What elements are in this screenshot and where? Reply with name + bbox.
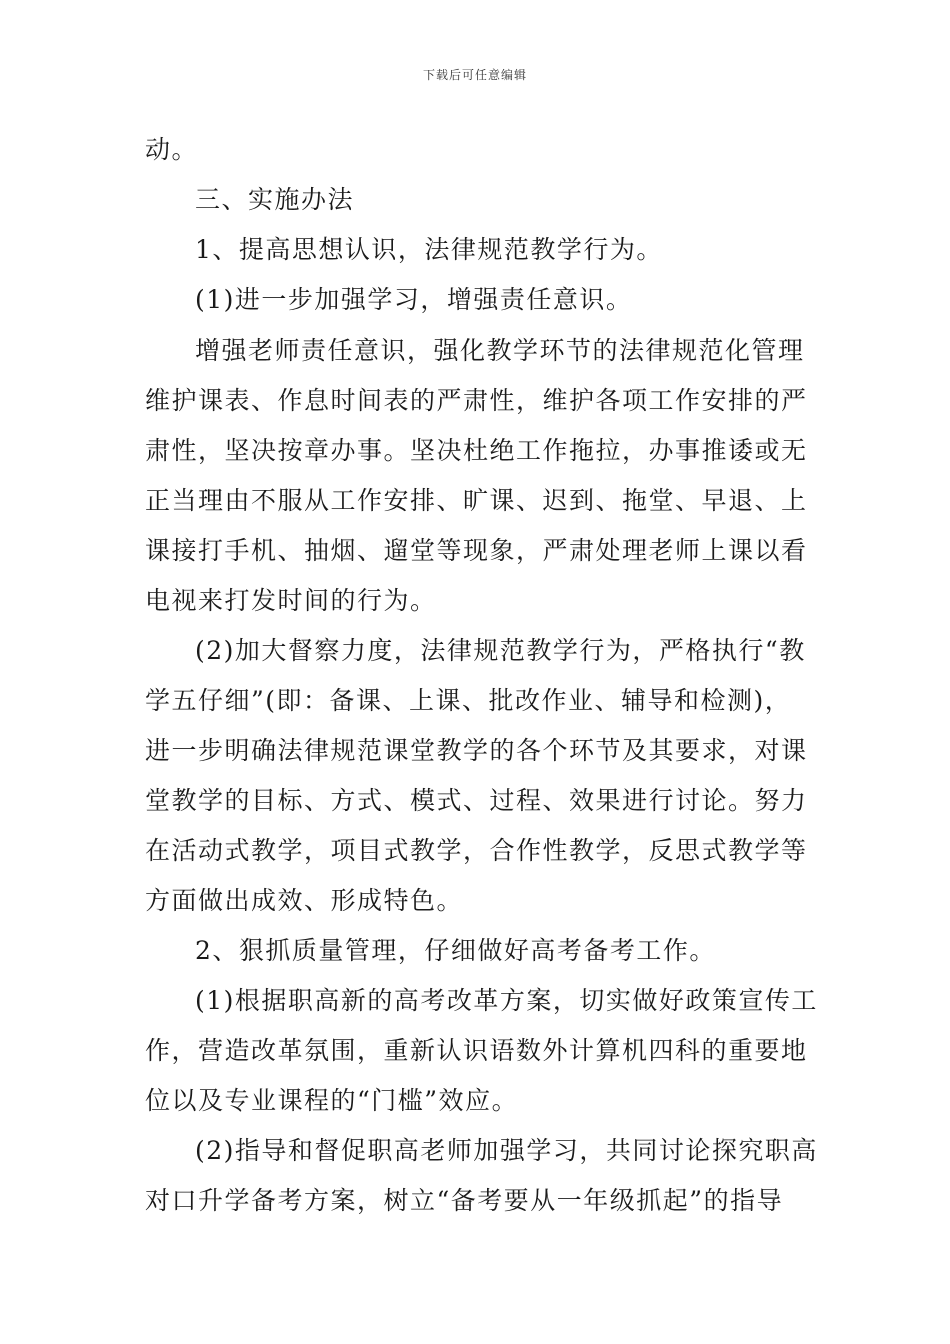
- text-line: 学五仔细”(即：备课、上课、批改作业、辅导和检测)，: [145, 686, 792, 715]
- item-heading: (1)根据职高新的高考改革方案，切实做好政策宣传工: [195, 986, 818, 1015]
- section-heading: 三、实施办法: [195, 185, 355, 214]
- text-line: 进一步明确法律规范课堂教学的各个环节及其要求，对课: [145, 736, 808, 765]
- text-line: 在活动式教学，项目式教学，合作性教学，反思式教学等: [145, 836, 808, 865]
- page-header: 下载后可任意编辑: [422, 68, 527, 82]
- text-line: 增强老师责任意识，强化教学环节的法律规范化管理: [195, 336, 805, 365]
- text-line: 电视来打发时间的行为。: [145, 586, 437, 615]
- text-line: 课接打手机、抽烟、遛堂等现象，严肃处理老师上课以看: [145, 536, 808, 565]
- text-line: 正当理由不服从工作安排、旷课、迟到、拖堂、早退、上: [145, 486, 808, 515]
- text-line: 动。: [145, 135, 199, 164]
- text-line: 对口升学备考方案，树立“备考要从一年级抓起”的指导: [145, 1186, 784, 1215]
- text-line: 位以及专业课程的“门槛”效应。: [145, 1086, 519, 1115]
- text-line: 堂教学的目标、方式、模式、过程、效果进行讨论。努力: [145, 786, 808, 815]
- subsection-heading: 2、狠抓质量管理，仔细做好高考备考工作。: [195, 936, 716, 965]
- item-heading: (2)指导和督促职高老师加强学习，共同讨论探究职高: [195, 1136, 818, 1165]
- text-line: 方面做出成效、形成特色。: [145, 886, 464, 915]
- item-heading: (2)加大督察力度，法律规范教学行为，严格执行“教: [195, 636, 806, 665]
- text-line: 维护课表、作息时间表的严肃性，维护各项工作安排的严: [145, 386, 808, 415]
- item-heading: (1)进一步加强学习，增强责任意识。: [195, 285, 633, 314]
- subsection-heading: 1、提高思想认识，法律规范教学行为。: [195, 235, 663, 264]
- text-line: 作，营造改革氛围，重新认识语数外计算机四科的重要地: [145, 1036, 808, 1065]
- text-line: 肃性，坚决按章办事。坚决杜绝工作拖拉，办事推诿或无: [145, 436, 808, 465]
